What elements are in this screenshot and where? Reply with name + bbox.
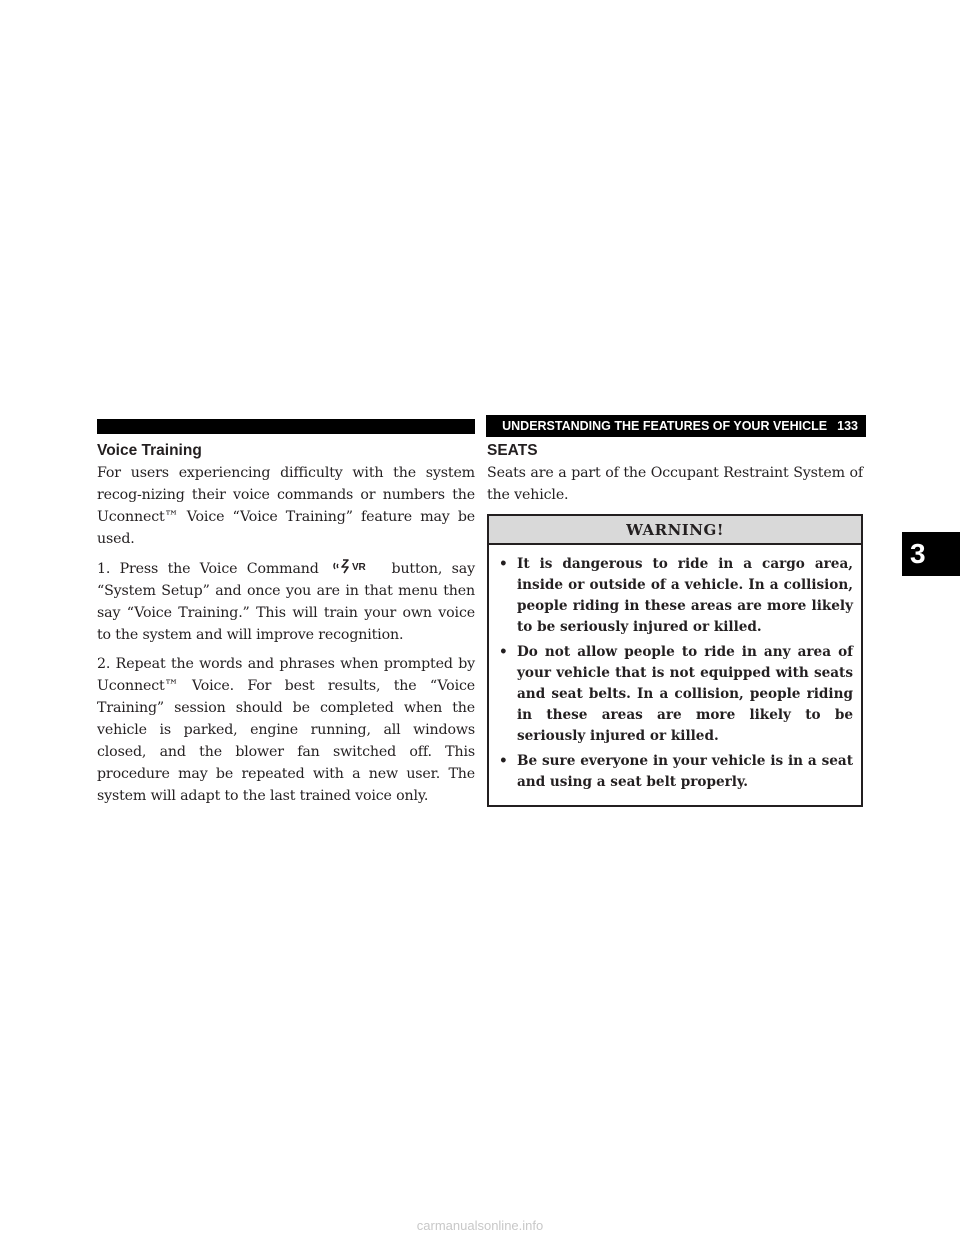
left-column — [97, 442, 475, 814]
warning-box — [487, 514, 863, 807]
warning-item: • Be sure everyone in your vehicle is in a seat and using a seat belt properly. — [499, 753, 853, 790]
page-number: 133 — [837, 419, 858, 433]
bullet-icon: • — [499, 556, 508, 572]
section-heading-voice-training: Voice Training — [97, 442, 202, 459]
voice-training-step-2: 2. Repeat the words and phrases when prompted by Uconnect™ Voice. For best results, the “Voice Training” session should be completed when the vehicle is parked, engine running, all windows closed, and the blower fan switched off. This procedure may be repeated with a new user. The system will adapt to the last trained voice only. — [97, 656, 475, 804]
warning-list — [489, 545, 861, 805]
header-rule — [97, 419, 475, 434]
watermark: carmanualsonline.info — [416, 1218, 544, 1233]
svg-text:VR: VR — [352, 562, 366, 573]
seats-intro: Seats are a part of the Occupant Restraint System of the vehicle. — [487, 465, 863, 503]
chapter-tab: 3 — [902, 532, 960, 576]
bullet-icon: • — [499, 753, 508, 769]
step-1-text-after: button, say “System Setup” and once you are in that menu then say “Voice Training.” This will train your own voice to the system and will improve recognition. — [97, 561, 475, 643]
running-header — [486, 415, 866, 437]
warning-title: WARNING! — [489, 516, 861, 545]
right-column — [487, 442, 863, 807]
voice-training-step-1 — [97, 557, 475, 646]
bullet-icon: • — [499, 644, 508, 660]
warning-item: • It is dangerous to ride in a cargo area, inside or outside of a vehicle. In a collision, people riding in these areas are more likely to be seriously injured or killed. — [499, 556, 853, 635]
header-title: UNDERSTANDING THE FEATURES OF YOUR VEHICLE — [502, 419, 828, 433]
step-1-text-before: 1. Press the Voice Command — [97, 561, 319, 577]
voice-command-vr-icon — [332, 557, 378, 575]
section-heading-seats: SEATS — [487, 442, 538, 459]
voice-training-intro: For users experiencing difficulty with the system recog-nizing their voice commands or numbers the Uconnect™ Voice “Voice Training” feature may be used. — [97, 465, 475, 547]
warning-item: • Do not allow people to ride in any area of your vehicle that is not equipped with seats and seat belts. In a collision, people riding in these areas are more likely to be seriously injured or killed. — [499, 644, 853, 744]
